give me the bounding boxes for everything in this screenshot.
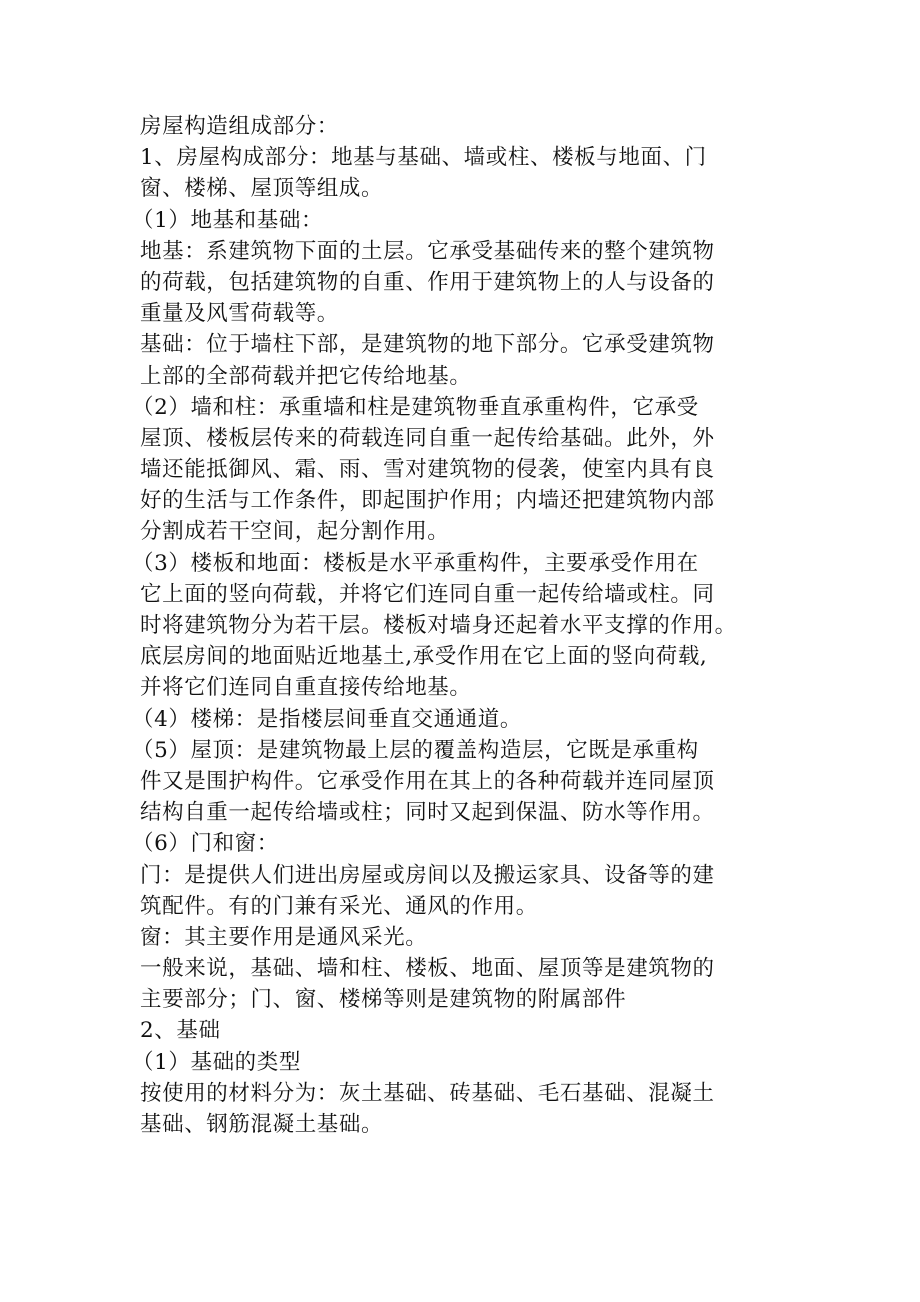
text-line: 基础：位于墙柱下部，是建筑物的地下部分。它承受建筑物	[140, 332, 715, 358]
text-line: 一般来说，基础、墙和柱、楼板、地面、屋顶等是建筑物的	[140, 956, 715, 982]
text-line: 好的生活与工作条件，即起围护作用；内墙还把建筑物内部	[140, 488, 715, 514]
text-line: 时将建筑物分为若干层。楼板对墙身还起着水平支撑的作用。	[140, 613, 737, 638]
document-page	[132, 111, 785, 1140]
text-line: 按使用的材料分为：灰土基础、砖基础、毛石基础、混凝土	[140, 1080, 715, 1106]
text-line: 重量及风雪荷载等。	[140, 301, 339, 327]
text-line: （6）门和窗：	[132, 831, 279, 857]
text-line: （3）楼板和地面：楼板是水平承重构件，主要承受作用在	[132, 550, 699, 576]
text-line: 1、房屋构成部分：地基与基础、墙或柱、楼板与地面、门	[140, 145, 707, 171]
text-line: （5）屋顶：是建筑物最上层的覆盖构造层，它既是承重构	[132, 737, 699, 763]
text-line: 底层房间的地面贴近地基土,承受作用在它上面的竖向荷载,	[140, 644, 708, 670]
text-line: 屋顶、楼板层传来的荷载连同自重一起传给基础。此外，外	[140, 425, 715, 451]
text-line: 件又是围护构件。它承受作用在其上的各种荷载并连同屋顶	[140, 768, 715, 794]
text-line: 并将它们连同自重直接传给地基。	[140, 675, 472, 701]
text-line: 基础、钢筋混凝土基础。	[140, 1112, 384, 1137]
text-line: 2、基础	[140, 1018, 221, 1044]
text-line: （1）地基和基础：	[132, 207, 324, 233]
text-line: 房屋构造组成部分：	[140, 114, 339, 139]
text-line: 地基：系建筑物下面的土层。它承受基础传来的整个建筑物	[140, 238, 715, 264]
text-line: 主要部分；门、窗、楼梯等则是建筑物的附属部件	[140, 987, 627, 1013]
text-line: 筑配件。有的门兼有采光、通风的作用。	[140, 893, 538, 919]
text-line: 上部的全部荷载并把它传给地基。	[140, 363, 472, 389]
text-line: 分割成若干空间，起分割作用。	[140, 519, 450, 545]
text-line: 墙还能抵御风、霜、雨、雪对建筑物的侵袭，使室内具有良	[140, 457, 715, 483]
text-line: （2）墙和柱：承重墙和柱是建筑物垂直承重构件，它承受	[132, 394, 699, 420]
text-line: 门：是提供人们进出房屋或房间以及搬运家具、设备等的建	[140, 862, 715, 888]
text-line: 它上面的竖向荷载，并将它们连同自重一起传给墙或柱。同	[140, 581, 715, 607]
text-line: （4）楼梯：是指楼层间垂直交通通道。	[132, 706, 522, 732]
text-line: 窗：其主要作用是通风采光。	[140, 924, 428, 950]
text-line: 窗、楼梯、屋顶等组成。	[140, 176, 384, 202]
text-line: （1）基础的类型	[132, 1049, 301, 1075]
text-line: 的荷载，包括建筑物的自重、作用于建筑物上的人与设备的	[140, 269, 715, 295]
text-line: 结构自重一起传给墙或柱；同时又起到保温、防水等作用。	[140, 800, 715, 826]
